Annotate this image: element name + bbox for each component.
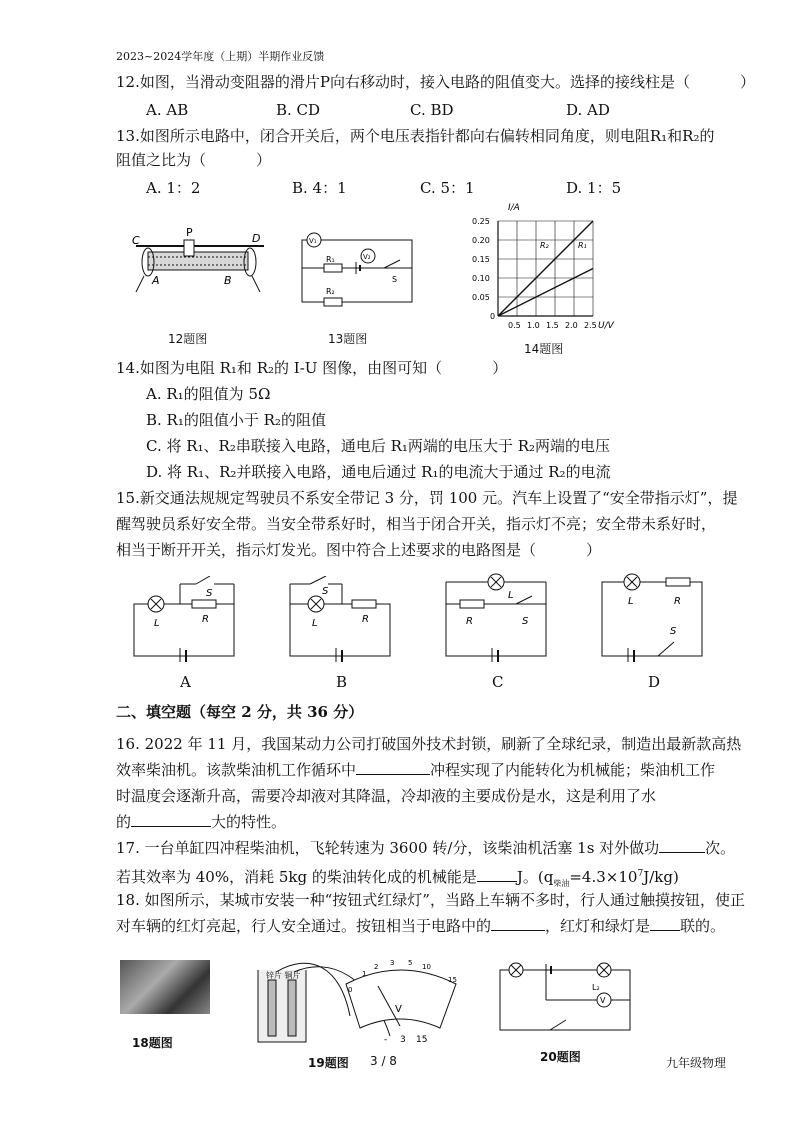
q16-line1: 16. 2022 年 11 月，我国某动力公司打破国外技术封锁，刷新了全球纪录，制造出最新款高热 — [116, 735, 742, 753]
svg-text:1: 1 — [362, 970, 367, 978]
fig12-label-d: D — [252, 232, 261, 245]
fig14-ytick: 0.05 — [472, 293, 490, 302]
fig19-plates-label: 锌片 铜片 — [266, 971, 301, 980]
fig14-ylabel: I/A — [508, 203, 520, 213]
q17-line1: 17. 一台单缸四冲程柴油机，飞轮转速为 3600 转/分，该柴油机活塞 1s 对外做功 次。 — [116, 839, 736, 857]
svg-text:V₂: V₂ — [363, 253, 371, 261]
footer-right: 九年级物理 — [666, 1056, 727, 1070]
fig14-series-line — [498, 269, 593, 317]
svg-text:-: - — [384, 1035, 388, 1045]
section-heading: 二、填空题（每空 2 分，共 36 分） — [116, 703, 364, 721]
q15-circuit-b — [286, 576, 398, 662]
svg-text:3: 3 — [400, 1035, 406, 1045]
fig14-xtick: 2.5 — [584, 321, 597, 330]
q13-option-a: A. 1：2 — [146, 179, 201, 197]
q12-option-c: C. BD — [410, 101, 454, 119]
svg-text:15: 15 — [416, 1035, 428, 1045]
fig14-ytick: 0.10 — [472, 274, 490, 283]
fig14-series-label: R₁ — [578, 241, 587, 250]
q18-line1: 18. 如图所示，某城市安装一种“按钮式红绿灯”，当路上车辆不多时，行人通过触摸按钮，使正 — [116, 891, 745, 909]
svg-text:3: 3 — [390, 959, 395, 967]
fig14-ytick: 0 — [490, 312, 496, 321]
q16-line3: 时温度会逐渐升高，需要冷却液对其降温，冷却液的主要成份是水，这是利用了水 — [116, 787, 657, 805]
fig14-xtick: 0.5 — [508, 321, 521, 330]
fig12-caption: 12题图 — [168, 332, 208, 346]
fig20-circuit-diagram — [496, 956, 636, 1036]
q16-line2: 效率柴油机。该款柴油机工作循环中 冲程实现了内能转化为机械能；柴油机工作 — [116, 761, 716, 779]
q15-label-a: A — [180, 673, 191, 691]
q12-stem: 12.如图，当滑动变阻器的滑片P向右移动时，接入电路的阻值变大。选择的接线柱是（ ） — [116, 73, 755, 91]
fig14-series-line — [498, 221, 593, 316]
answer-blank[interactable] — [659, 838, 705, 853]
fig14-xlabel: U/V — [598, 321, 614, 331]
q13-option-d: D. 1：5 — [566, 179, 622, 197]
fig19-caption: 19题图 — [308, 1056, 349, 1070]
svg-text:15: 15 — [448, 976, 457, 984]
svg-text:S: S — [670, 626, 677, 637]
svg-text:S: S — [206, 588, 213, 599]
answer-blank[interactable] — [650, 916, 680, 931]
q15-label-d: D — [648, 673, 661, 691]
fig14-xtick: 1.5 — [546, 321, 559, 330]
q14-option-b: B. R₁的阻值小于 R₂的阻值 — [146, 411, 326, 429]
svg-text:R: R — [466, 616, 473, 627]
fig14-ytick: 0.25 — [472, 217, 490, 226]
q15-circuit-c — [442, 570, 554, 662]
q13-stem-line1: 13.如图所示电路中，闭合开关后，两个电压表指针都向右偏转相同角度，则电阻R₁和R₂的 — [116, 127, 715, 145]
svg-text:V: V — [600, 996, 606, 1005]
q14-option-c: C. 将 R₁、R₂串联接入电路，通电后 R₁两端的电压大于 R₂两端的电压 — [146, 437, 611, 455]
svg-text:R: R — [674, 596, 681, 607]
q13-option-b: B. 4：1 — [292, 179, 347, 197]
fig12-label-c: C — [132, 234, 140, 247]
q18-line2: 对车辆的红灯亮起，行人安全通过。按钮相当于电路中的 ，红灯和绿灯是 联的。 — [116, 917, 726, 935]
svg-text:R₂: R₂ — [326, 287, 335, 296]
answer-blank[interactable] — [491, 916, 545, 931]
svg-text:R₁: R₁ — [326, 255, 335, 264]
q17-line2: 若其效率为 40%，消耗 5kg 的柴油转化成的机械能是 J。$(q_{柴油}=4.3\times 10^7J/kg)$ — [116, 868, 679, 888]
fig18-caption: 18题图 — [132, 1036, 173, 1050]
q14-stem: 14.如图为电阻 R₁和 R₂的 I-U 图像，由图可知（ ） — [116, 359, 508, 377]
fig12-label-b: B — [224, 274, 232, 287]
svg-text:2: 2 — [374, 963, 379, 971]
q13-option-c: C. 5：1 — [420, 179, 475, 197]
fig12-label-a: A — [152, 274, 160, 287]
fig20-caption: 20题图 — [540, 1050, 581, 1064]
fig14-series-label: R₂ — [540, 241, 549, 250]
svg-text:V: V — [395, 1004, 402, 1015]
q14-option-a: A. R₁的阻值为 5Ω — [146, 385, 271, 403]
page-number: 3 / 8 — [370, 1054, 397, 1068]
fig14-ytick: 0.20 — [472, 236, 490, 245]
q15-label-c: C — [492, 673, 504, 691]
q15-circuit-a — [130, 576, 242, 662]
svg-text:L: L — [312, 618, 318, 629]
svg-text:S: S — [322, 586, 329, 597]
svg-text:L: L — [628, 596, 634, 607]
q12-option-d: D. AD — [566, 101, 610, 119]
svg-text:L: L — [508, 590, 514, 601]
q15-circuit-d — [598, 570, 710, 662]
fig12-rheostat-diagram — [128, 222, 276, 302]
q14-option-d: D. 将 R₁、R₂并联接入电路，通电后通过 R₁的电流大于通过 R₂的电流 — [146, 463, 611, 481]
fig13-caption: 13题图 — [328, 332, 368, 346]
svg-text:L: L — [154, 618, 160, 629]
q13-stem-line2: 阻值之比为（ ） — [116, 151, 272, 169]
svg-text:5: 5 — [408, 959, 413, 967]
svg-text:V₁: V₁ — [309, 237, 317, 245]
svg-text:0: 0 — [348, 986, 353, 994]
svg-text:S: S — [392, 275, 398, 284]
q15-line1: 15.新交通法规规定驾驶员不系安全带记 3 分，罚 100 元。汽车上设置了“安全带指示灯”，提 — [116, 489, 738, 507]
answer-blank[interactable] — [131, 812, 211, 827]
fig18-photo — [120, 960, 210, 1014]
q12-option-a: A. AB — [146, 101, 189, 119]
q15-line3: 相当于断开开关，指示灯发光。图中符合上述要求的电路图是（ ） — [116, 541, 602, 559]
fig14-ytick: 0.15 — [472, 255, 490, 264]
q16-line4: 的 大的特性。 — [116, 813, 287, 831]
svg-text:10: 10 — [422, 963, 431, 971]
fig14-xtick: 1.0 — [527, 321, 540, 330]
q12-option-b: B. CD — [276, 101, 321, 119]
fig12-label-p: P — [186, 226, 193, 239]
q15-line2: 醒驾驶员系好安全带。当安全带系好时，相当于闭合开关，指示灯不亮；安全带未系好时， — [116, 515, 717, 533]
fig14-xtick: 2.0 — [565, 321, 578, 330]
fig13-circuit-diagram — [296, 228, 420, 308]
fig14-caption: 14题图 — [524, 342, 564, 356]
q15-label-b: B — [336, 673, 348, 691]
fig14-iu-chart — [470, 200, 618, 334]
answer-blank[interactable] — [477, 867, 517, 882]
svg-text:L₂: L₂ — [592, 983, 600, 992]
svg-text:R: R — [362, 614, 369, 625]
svg-text:S: S — [522, 616, 529, 627]
fig19-voltmeter-diagram — [250, 956, 462, 1052]
svg-text:R: R — [202, 614, 209, 625]
answer-blank[interactable] — [356, 760, 430, 775]
page-header: 2023~2024学年度（上期）半期作业反馈 — [116, 50, 325, 63]
